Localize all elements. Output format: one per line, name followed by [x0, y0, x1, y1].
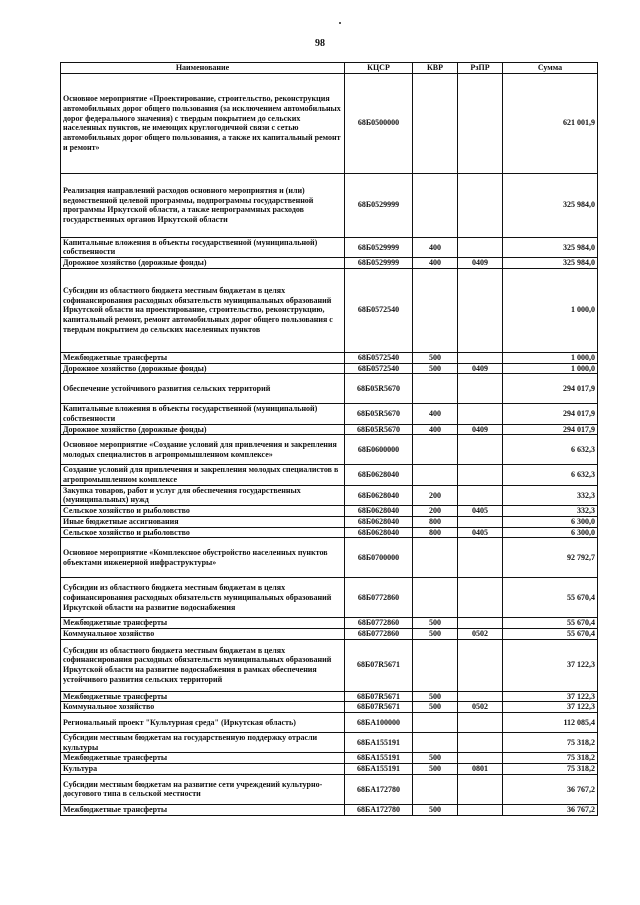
cell-kvr: [413, 578, 458, 618]
cell-kcsr: 68Б05R5670: [345, 404, 413, 424]
cell-kcsr: 68Б0628040: [345, 516, 413, 527]
cell-sum: 6 632,3: [503, 435, 598, 465]
cell-sum: 55 670,4: [503, 628, 598, 639]
table-row: [61, 702, 598, 713]
cell-kcsr: 68Б0772860: [345, 618, 413, 629]
cell-sum: 75 318,2: [503, 753, 598, 764]
cell-kvr: 500: [413, 702, 458, 713]
cell-kvr: 800: [413, 527, 458, 538]
cell-kcsr: 68Б0529999: [345, 258, 413, 269]
cell-kvr: [413, 268, 458, 352]
cell-sum: 55 670,4: [503, 578, 598, 618]
cell-rzpr: [458, 804, 503, 815]
cell-name: Сельское хозяйство и рыболовство: [61, 506, 345, 517]
cell-kvr: 800: [413, 516, 458, 527]
cell-name: Капитальные вложения в объекты государственной (муниципальной) собственности: [61, 237, 345, 257]
table-row: [61, 691, 598, 702]
cell-name: Основное мероприятие «Комплексное обустройство населенных пунктов объектами инженерной инфраструктуры»: [61, 538, 345, 578]
cell-kvr: [413, 538, 458, 578]
cell-name: Субсидии из областного бюджета местным бюджетам в целях софинансирования расходных обязательств муниципальных образований Иркутской области на развитие водоснабжения в рамках обеспечения устойчивого развития сельских территорий: [61, 639, 345, 691]
cell-kvr: 500: [413, 691, 458, 702]
cell-kvr: 500: [413, 764, 458, 775]
cell-kcsr: 68Б0772860: [345, 628, 413, 639]
cell-sum: 332,3: [503, 506, 598, 517]
table-row: [61, 485, 598, 505]
cell-rzpr: [458, 404, 503, 424]
cell-name: Субсидии местным бюджетам на государственную поддержку отрасли культуры: [61, 733, 345, 753]
cell-kcsr: 68БА155191: [345, 764, 413, 775]
cell-rzpr: [458, 691, 503, 702]
cell-rzpr: [458, 713, 503, 733]
cell-rzpr: [458, 465, 503, 485]
cell-name: Создание условий для привлечения и закрепления молодых специалистов в агропромышленном комплексе: [61, 465, 345, 485]
table-row: [61, 465, 598, 485]
cell-name: Субсидии из областного бюджета местным бюджетам в целях софинансирования расходных обязательств муниципальных образований Иркутской области на проектирование, строительство, реконструкцию, капитальный ремонт, ремонт автомобильных дорог общего пользования с твердым покрытием до сельских населенных пунктов: [61, 268, 345, 352]
cell-name: Иные бюджетные ассигнования: [61, 516, 345, 527]
table-row: [61, 237, 598, 257]
cell-kcsr: 68Б0628040: [345, 506, 413, 517]
cell-sum: 1 000,0: [503, 352, 598, 363]
cell-kvr: 400: [413, 258, 458, 269]
table-body: [61, 73, 598, 815]
cell-kcsr: 68Б0628040: [345, 485, 413, 505]
cell-sum: 294 017,9: [503, 404, 598, 424]
table-row: [61, 506, 598, 517]
cell-name: Закупка товаров, работ и услуг для обеспечения государственных (муниципальных) нужд: [61, 485, 345, 505]
cell-kvr: [413, 713, 458, 733]
table-row: [61, 733, 598, 753]
cell-kcsr: 68Б0572540: [345, 352, 413, 363]
table-row: [61, 173, 598, 237]
cell-kcsr: 68Б07R5671: [345, 702, 413, 713]
cell-rzpr: [458, 578, 503, 618]
cell-kcsr: 68БА155191: [345, 753, 413, 764]
cell-sum: 37 122,3: [503, 639, 598, 691]
cell-name: Дорожное хозяйство (дорожные фонды): [61, 258, 345, 269]
cell-rzpr: [458, 639, 503, 691]
cell-rzpr: 0502: [458, 628, 503, 639]
table-row: [61, 628, 598, 639]
cell-name: Коммунальное хозяйство: [61, 702, 345, 713]
table-row: [61, 527, 598, 538]
cell-kcsr: 68Б07R5671: [345, 639, 413, 691]
cell-name: Основное мероприятие «Создание условий для привлечения и закрепления молодых специалистов в агропромышленном комплексе»: [61, 435, 345, 465]
cell-rzpr: 0409: [458, 258, 503, 269]
header-rzpr: РзПР: [458, 63, 503, 74]
table-row: [61, 424, 598, 435]
cell-kvr: [413, 73, 458, 173]
cell-name: Капитальные вложения в объекты государственной (муниципальной) собственности: [61, 404, 345, 424]
table-row: [61, 258, 598, 269]
table-header-row: [61, 63, 598, 74]
cell-rzpr: [458, 538, 503, 578]
cell-kvr: [413, 173, 458, 237]
cell-kcsr: 68БА172780: [345, 774, 413, 804]
cell-name: Субсидии из областного бюджета местным бюджетам в целях софинансирования расходных обязательств муниципальных образований Иркутской области на развитие водоснабжения: [61, 578, 345, 618]
table-row: [61, 713, 598, 733]
cell-sum: 294 017,9: [503, 424, 598, 435]
cell-kvr: [413, 435, 458, 465]
table-row: [61, 352, 598, 363]
cell-rzpr: 0801: [458, 764, 503, 775]
table-row: [61, 516, 598, 527]
cell-sum: 1 000,0: [503, 268, 598, 352]
cell-rzpr: 0405: [458, 527, 503, 538]
cell-kvr: [413, 774, 458, 804]
cell-kvr: 500: [413, 628, 458, 639]
cell-rzpr: [458, 268, 503, 352]
table-row: [61, 435, 598, 465]
table-row: [61, 639, 598, 691]
cell-name: Дорожное хозяйство (дорожные фонды): [61, 363, 345, 374]
cell-sum: 332,3: [503, 485, 598, 505]
cell-sum: 6 632,3: [503, 465, 598, 485]
cell-sum: 621 001,9: [503, 73, 598, 173]
header-kcsr: КЦСР: [345, 63, 413, 74]
table-row: [61, 363, 598, 374]
cell-rzpr: [458, 618, 503, 629]
table-row: [61, 753, 598, 764]
cell-sum: 36 767,2: [503, 804, 598, 815]
cell-kvr: 200: [413, 485, 458, 505]
cell-name: Субсидии местным бюджетам на развитие сети учреждений культурно-досугового типа в сельской местности: [61, 774, 345, 804]
cell-sum: 36 767,2: [503, 774, 598, 804]
cell-kcsr: 68БА100000: [345, 713, 413, 733]
cell-kcsr: 68Б0628040: [345, 465, 413, 485]
cell-kvr: 500: [413, 363, 458, 374]
cell-name: Реализация направлений расходов основного мероприятия и (или) ведомственной целевой программы, подпрограммы государственной программы Иркутской области, а также непрограммных расходов государственных органов Иркутской области: [61, 173, 345, 237]
cell-name: Межбюджетные трансферты: [61, 352, 345, 363]
cell-sum: 55 670,4: [503, 618, 598, 629]
cell-kcsr: 68Б0529999: [345, 237, 413, 257]
cell-kcsr: 68Б07R5671: [345, 691, 413, 702]
cell-name: Межбюджетные трансферты: [61, 804, 345, 815]
budget-table: [60, 62, 598, 816]
table-row: [61, 73, 598, 173]
cell-kcsr: 68Б0572540: [345, 268, 413, 352]
cell-sum: 92 792,7: [503, 538, 598, 578]
table-row: [61, 774, 598, 804]
cell-sum: 294 017,9: [503, 374, 598, 404]
cell-name: Культура: [61, 764, 345, 775]
cell-kcsr: 68Б0500000: [345, 73, 413, 173]
cell-kvr: 400: [413, 237, 458, 257]
cell-rzpr: [458, 435, 503, 465]
cell-sum: 1 000,0: [503, 363, 598, 374]
table-row: [61, 578, 598, 618]
cell-sum: 37 122,3: [503, 702, 598, 713]
cell-sum: 75 318,2: [503, 764, 598, 775]
cell-rzpr: [458, 73, 503, 173]
cell-rzpr: 0409: [458, 424, 503, 435]
cell-kvr: 500: [413, 753, 458, 764]
cell-kcsr: 68Б0529999: [345, 173, 413, 237]
cell-rzpr: [458, 753, 503, 764]
cell-name: Межбюджетные трансферты: [61, 618, 345, 629]
cell-rzpr: 0502: [458, 702, 503, 713]
cell-kcsr: 68Б0700000: [345, 538, 413, 578]
cell-sum: 325 984,0: [503, 237, 598, 257]
cell-rzpr: [458, 374, 503, 404]
cell-name: Основное мероприятие «Проектирование, строительство, реконструкция автомобильных дорог общего пользования (за исключением автомобильных дорог федерального значения) с твердым покрытием до сельских населенных пунктов, не имеющих круглогодичной связи с сетью автомобильных дорог общего пользования, а также их капитальный ремонт и ремонт»: [61, 73, 345, 173]
cell-kvr: 500: [413, 618, 458, 629]
cell-sum: 325 984,0: [503, 258, 598, 269]
cell-kvr: 500: [413, 352, 458, 363]
cell-sum: 6 300,0: [503, 516, 598, 527]
cell-kcsr: 68Б05R5670: [345, 424, 413, 435]
table-row: [61, 804, 598, 815]
cell-sum: 112 085,4: [503, 713, 598, 733]
page-number: 98: [315, 38, 325, 49]
cell-sum: 75 318,2: [503, 733, 598, 753]
cell-rzpr: [458, 352, 503, 363]
cell-rzpr: [458, 774, 503, 804]
header-kvr: КВР: [413, 63, 458, 74]
cell-kvr: [413, 465, 458, 485]
header-sum: Сумма: [503, 63, 598, 74]
cell-name: Коммунальное хозяйство: [61, 628, 345, 639]
cell-rzpr: [458, 733, 503, 753]
cell-name: Сельское хозяйство и рыболовство: [61, 527, 345, 538]
cell-rzpr: [458, 516, 503, 527]
cell-name: Региональный проект "Культурная среда" (Иркутская область): [61, 713, 345, 733]
cell-name: Межбюджетные трансферты: [61, 753, 345, 764]
cell-kcsr: 68Б05R5670: [345, 374, 413, 404]
cell-rzpr: [458, 485, 503, 505]
cell-sum: 37 122,3: [503, 691, 598, 702]
table-row: [61, 374, 598, 404]
table-row: [61, 764, 598, 775]
scan-speck: [339, 22, 341, 24]
cell-kcsr: 68Б0628040: [345, 527, 413, 538]
cell-name: Межбюджетные трансферты: [61, 691, 345, 702]
cell-name: Дорожное хозяйство (дорожные фонды): [61, 424, 345, 435]
cell-rzpr: 0405: [458, 506, 503, 517]
cell-kvr: [413, 639, 458, 691]
cell-sum: 6 300,0: [503, 527, 598, 538]
header-name: Наименование: [61, 63, 345, 74]
cell-kcsr: 68БА155191: [345, 733, 413, 753]
cell-kvr: 200: [413, 506, 458, 517]
cell-kvr: [413, 733, 458, 753]
cell-rzpr: [458, 237, 503, 257]
cell-rzpr: 0409: [458, 363, 503, 374]
cell-kcsr: 68Б0772860: [345, 578, 413, 618]
cell-rzpr: [458, 173, 503, 237]
cell-sum: 325 984,0: [503, 173, 598, 237]
cell-kcsr: 68Б0600000: [345, 435, 413, 465]
table-row: [61, 404, 598, 424]
table-row: [61, 268, 598, 352]
cell-name: Обеспечение устойчивого развития сельских территорий: [61, 374, 345, 404]
cell-kvr: 400: [413, 424, 458, 435]
cell-kcsr: 68Б0572540: [345, 363, 413, 374]
table-row: [61, 538, 598, 578]
cell-kcsr: 68БА172780: [345, 804, 413, 815]
cell-kvr: [413, 374, 458, 404]
cell-kvr: 400: [413, 404, 458, 424]
table-row: [61, 618, 598, 629]
cell-kvr: 500: [413, 804, 458, 815]
